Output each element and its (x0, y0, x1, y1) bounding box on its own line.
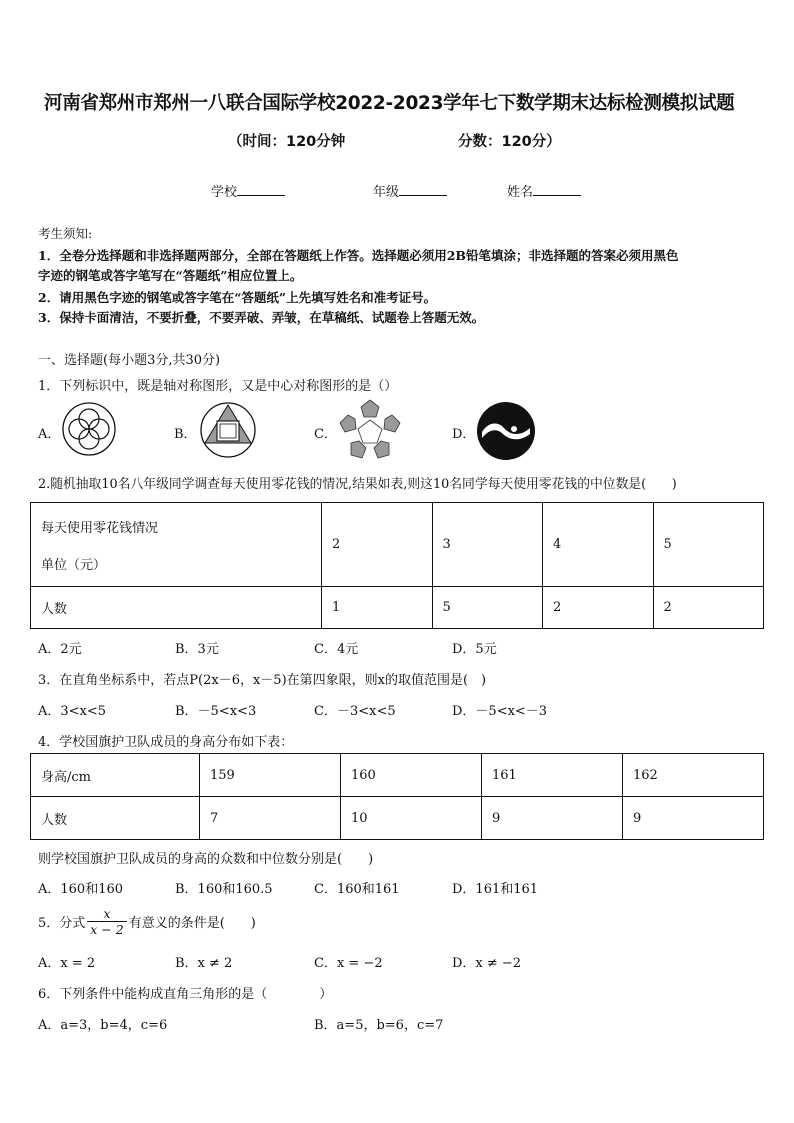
school-blank[interactable] (237, 182, 285, 196)
notice-item-1-line-2: 字迹的钢笔或答字笔写在“答题纸”相应位置上。 (38, 268, 303, 283)
exam-time: （时间：120分钟 (228, 134, 346, 150)
q4-table (30, 753, 764, 840)
q4-cell: 160 (341, 754, 482, 797)
q2-cell: 4 (543, 503, 654, 587)
q1-option-a-label: A． (38, 427, 61, 442)
q3-option-d[interactable]: D．－5<x<－3 (452, 704, 548, 719)
q2-cell: 2 (543, 587, 654, 629)
q2-cell: 2 (653, 587, 764, 629)
q2-cell: 3 (432, 503, 543, 587)
q4-option-a[interactable]: A．160和160 (38, 882, 124, 897)
q5-option-c[interactable]: C．x = −2 (314, 956, 383, 971)
q2-row1-header-line1: 每天使用零花钱情况 (41, 520, 159, 536)
q1-option-c-label: C． (314, 427, 337, 442)
q4-cell: 161 (482, 754, 623, 797)
q4-option-c[interactable]: C．160和161 (314, 882, 400, 897)
q2-option-b[interactable]: B．3元 (175, 642, 219, 657)
notice-item-1-line-1: 1．全卷分选择题和非选择题两部分，全部在答题纸上作答。选择题必须用2B铅笔填涂；非选择题的答案必须用黑色 (38, 248, 679, 263)
q4-row2-header: 人数 (31, 797, 200, 840)
q1-option-c-figure[interactable] (337, 398, 403, 462)
q6-option-b[interactable]: B．a=5，b=6，c=7 (314, 1018, 444, 1033)
q2-row1-header-line2: 单位（元） (41, 557, 107, 573)
exam-score: 分数：120分） (458, 134, 561, 150)
q5-option-a[interactable]: A．x = 2 (38, 956, 96, 971)
question-4-stem: 4．学校国旗护卫队成员的身高分布如下表： (38, 735, 294, 750)
q4-cell: 162 (623, 754, 764, 797)
name-field[interactable] (507, 181, 581, 200)
q3-option-b[interactable]: B．－5<x<3 (175, 704, 257, 719)
q3-option-a[interactable]: A．3<x<5 (38, 704, 107, 719)
q5-fraction (87, 906, 126, 937)
grade-label: 年级 (373, 185, 400, 200)
q2-option-d[interactable]: D．5元 (452, 642, 497, 657)
q4-cell: 7 (200, 797, 341, 840)
q5-stem-suffix: 有意义的条件是( ) (128, 916, 256, 931)
question-6-stem: 6．下列条件中能构成直角三角形的是（ ） (38, 987, 333, 1002)
grade-blank[interactable] (399, 182, 447, 196)
q5-fraction-numerator: x (103, 906, 111, 921)
section-heading: 一、选择题(每小题3分,共30分) (38, 353, 221, 368)
q2-cell: 5 (432, 587, 543, 629)
question-3-stem: 3．在直角坐标系中，若点P(2x－6，x－5)在第四象限，则x的取值范围是( ) (38, 673, 487, 688)
q4-row1-header: 身高/cm (31, 754, 200, 797)
question-4-followup: 则学校国旗护卫队成员的身高的众数和中位数分别是( ) (38, 852, 374, 867)
school-label: 学校 (211, 185, 238, 200)
q2-cell: 5 (653, 503, 764, 587)
q1-option-d-figure[interactable] (476, 401, 536, 461)
q4-cell: 9 (482, 797, 623, 840)
q1-option-a-figure[interactable] (61, 401, 117, 457)
question-5-stem (38, 906, 256, 937)
q4-option-b[interactable]: B．160和160.5 (175, 882, 273, 897)
q5-option-d[interactable]: D．x ≠ −2 (452, 956, 522, 971)
name-label: 姓名 (507, 185, 534, 200)
grade-field[interactable] (373, 181, 447, 200)
notice-heading: 考生须知: (38, 226, 93, 241)
notice-item-3: 3．保持卡面清洁，不要折叠，不要弄破、弄皱，在草稿纸、试题卷上答题无效。 (38, 310, 485, 325)
q1-option-d-label: D． (452, 427, 476, 442)
q2-table (30, 502, 764, 629)
q4-option-d[interactable]: D．161和161 (452, 882, 539, 897)
notice-item-2: 2．请用黑色字迹的钢笔或答字笔在“答题纸”上先填写姓名和准考证号。 (38, 290, 437, 305)
q1-option-b-label: B． (174, 427, 197, 442)
q3-option-c[interactable]: C．－3<x<5 (314, 704, 396, 719)
question-2-stem: 2.随机抽取10名八年级同学调查每天使用零花钱的情况,结果如表,则这10名同学每天使用零花钱的中位数是( ) (38, 477, 677, 492)
q5-option-b[interactable]: B．x ≠ 2 (175, 956, 233, 971)
q2-option-c[interactable]: C．4元 (314, 642, 359, 657)
q2-option-a[interactable]: A．2元 (38, 642, 82, 657)
q5-stem-prefix: 5．分式 (38, 916, 86, 931)
q4-cell: 159 (200, 754, 341, 797)
q2-row1-header (31, 503, 322, 587)
q4-cell: 10 (341, 797, 482, 840)
q2-cell: 2 (322, 503, 433, 587)
q2-row2-header: 人数 (31, 587, 322, 629)
page-title: 河南省郑州市郑州一八联合国际学校2022-2023学年七下数学期末达标检测模拟试题 (44, 93, 735, 114)
name-blank[interactable] (533, 182, 581, 196)
q4-cell: 9 (623, 797, 764, 840)
q6-option-a[interactable]: A．a=3，b=4，c=6 (38, 1018, 168, 1033)
q1-option-b-figure[interactable] (199, 401, 257, 459)
q5-fraction-denominator: x − 2 (87, 921, 126, 937)
q2-cell: 1 (322, 587, 433, 629)
school-field[interactable] (211, 181, 285, 200)
question-1-stem: 1．下列标识中，既是轴对称图形，又是中心对称图形的是（） (38, 379, 398, 394)
